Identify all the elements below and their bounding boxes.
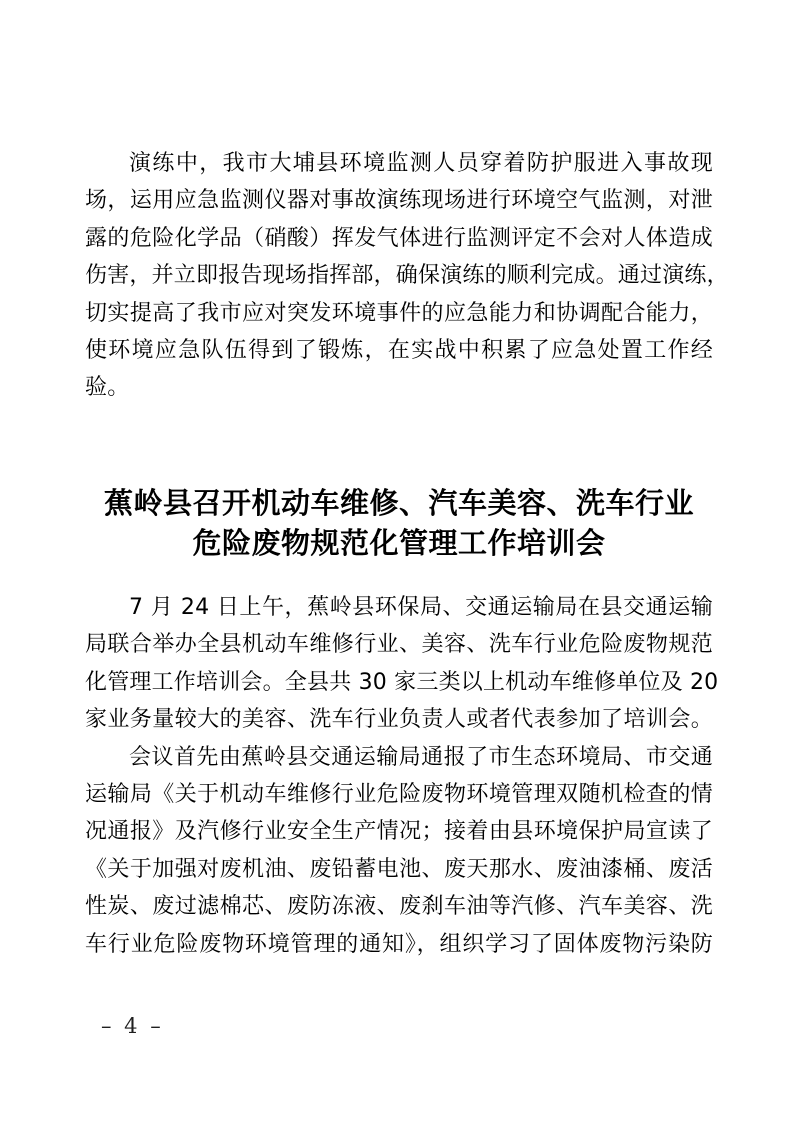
text-line: 验。 [85, 375, 130, 401]
text-line: 化管理工作培训会。全县共 30 家三类以上机动车维修单位及 20 [85, 669, 719, 695]
text-line: 7 月 24 日上午，蕉岭县环保局、交通运输局在县交通运输 [129, 595, 713, 620]
text-line: 家业务量较大的美容、洗车行业负责人或者代表参加了培训会。 [85, 707, 713, 733]
text-line: 车行业危险废物环境管理的通知》，组织学习了固体废物污染防 [85, 931, 713, 957]
text-line: 运输局《关于机动车维修行业危险废物环境管理双随机检查的情 [85, 781, 713, 807]
text-line: 伤害，并立即报告现场指挥部，确保演练的顺利完成。通过演练， [85, 263, 729, 289]
text-line: 切实提高了我市应对突发环境事件的应急能力和协调配合能力， [85, 300, 713, 326]
text-line: 使环境应急队伍得到了锻炼，在实战中积累了应急处置工作经 [85, 337, 713, 363]
text-line: 况通报》及汽修行业安全生产情况；接着由县环境保护局宣读了 [85, 819, 713, 845]
text-line: 演练中，我市大埔县环境监测人员穿着防护服进入事故现 [129, 151, 713, 176]
heading-line: 危险废物规范化管理工作培训会 [192, 526, 606, 560]
paragraph-meeting-content [85, 739, 713, 963]
text-line: 《关于加强对废机油、废铅蓄电池、废天那水、废油漆桶、废活 [85, 856, 713, 882]
text-line: 场，运用应急监测仪器对事故演练现场进行环境空气监测，对泄 [85, 188, 713, 214]
text-line: 露的危险化学品（硝酸）挥发气体进行监测评定不会对人体造成 [85, 225, 713, 251]
text-line: 会议首先由蕉岭县交通运输局通报了市生态环境局、市交通 [129, 744, 713, 770]
paragraph-emergency-drill [85, 145, 729, 407]
text-line: 局联合举办全县机动车维修行业、美容、洗车行业危险废物规范 [85, 632, 713, 658]
section-heading-training-meeting [85, 483, 713, 563]
heading-line: 蕉岭县召开机动车维修、汽车美容、洗车行业 [103, 486, 694, 520]
section-body [85, 589, 719, 963]
paragraph-meeting-overview [85, 589, 719, 739]
page-number: – 4 – [101, 1014, 164, 1038]
text-line: 性炭、废过滤棉芯、废防冻液、废刹车油等汽修、汽车美容、洗 [85, 894, 713, 920]
